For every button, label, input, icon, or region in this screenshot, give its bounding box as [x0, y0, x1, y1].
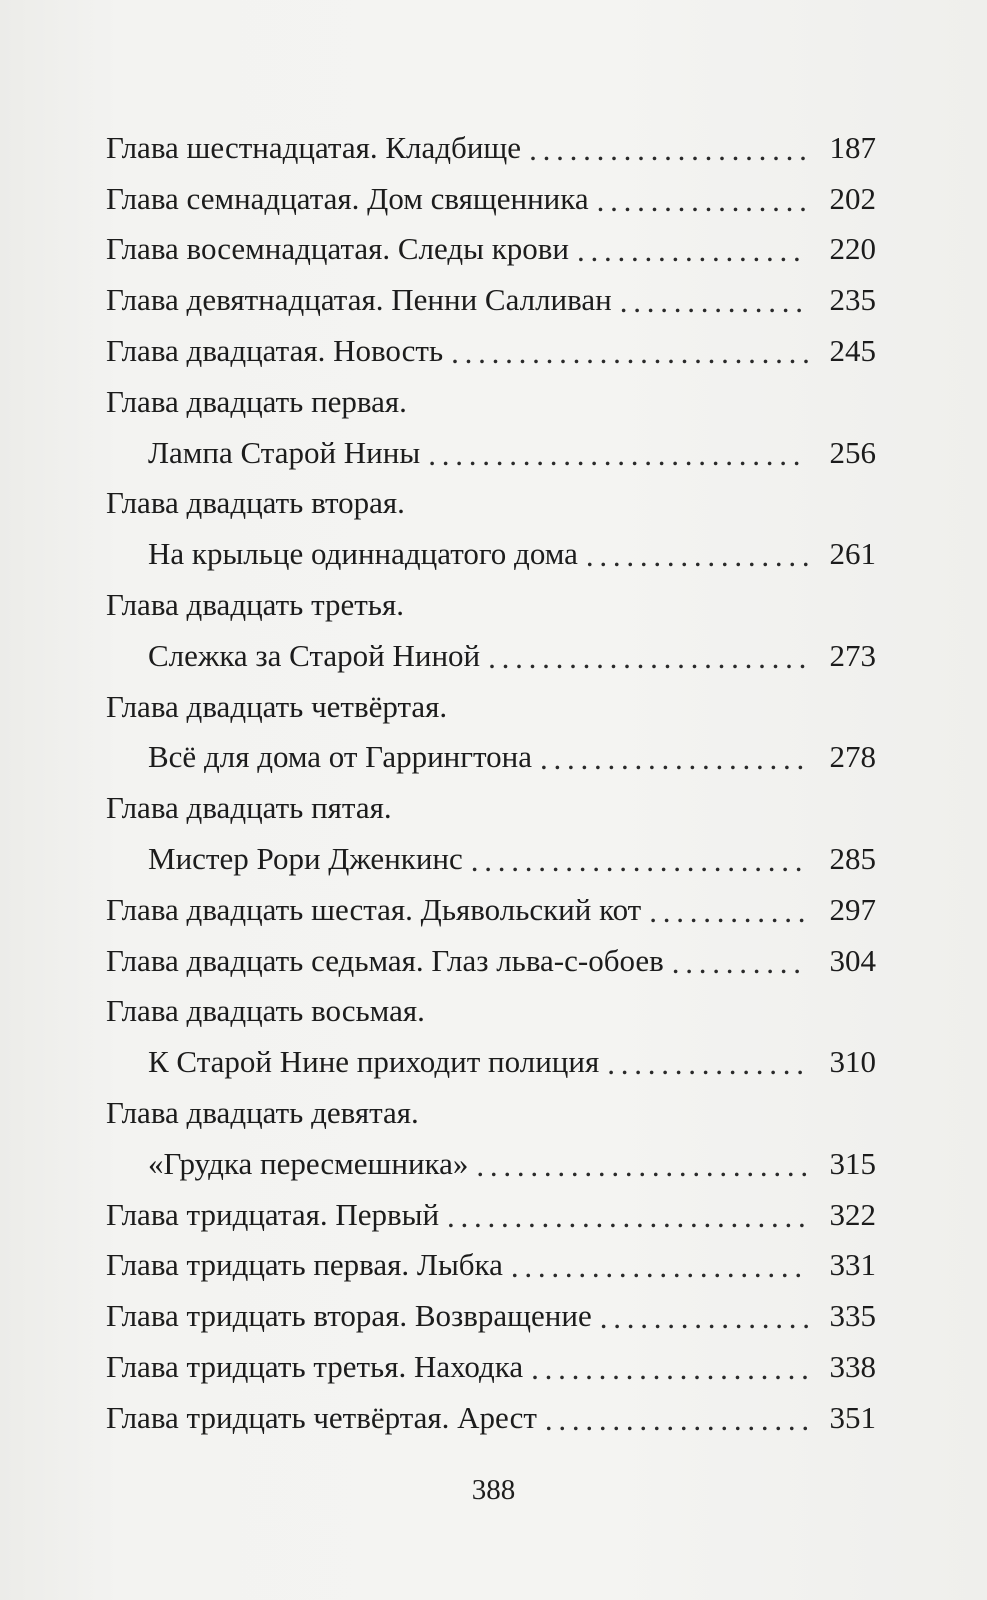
toc-entry [106, 1189, 876, 1240]
toc-entry-subtitle [106, 427, 876, 478]
toc-entry-page: 256 [829, 434, 876, 470]
toc-entry [106, 884, 876, 935]
toc-entry-subtitle [106, 1036, 876, 1087]
toc-entry-title: Глава двадцать восьмая. [106, 993, 425, 1029]
dot-leader [545, 1404, 808, 1435]
toc-entry [106, 1087, 876, 1138]
dot-leader [488, 642, 808, 673]
toc-entry-page: 310 [829, 1044, 876, 1080]
toc-entry-title: Глава восемнадцатая. Следы крови [106, 231, 570, 267]
toc-entry [106, 986, 876, 1037]
dot-leader [531, 1353, 808, 1384]
toc-entry-title: Глава тридцать первая. Лыбка [106, 1247, 503, 1283]
dot-leader [476, 1150, 808, 1181]
dot-leader [607, 1048, 808, 1079]
toc-entry-title: Глава шестнадцатая. Кладбище [106, 129, 522, 165]
toc-entry-title: Глава тридцать четвёртая. Арест [106, 1399, 537, 1435]
toc-entry [106, 122, 876, 173]
dot-leader [540, 743, 808, 774]
dot-leader [597, 185, 808, 216]
dot-leader [620, 286, 808, 317]
toc-entry-page: 285 [829, 841, 876, 877]
toc-entry [106, 325, 876, 376]
toc-entry [106, 1392, 876, 1443]
toc-entry-title: «Грудка пересмешника» [148, 1145, 469, 1181]
dot-leader [451, 337, 808, 368]
toc-entry-title: Глава двадцать четвёртая. [106, 688, 448, 724]
dot-leader [511, 1251, 808, 1282]
toc-entry [106, 1341, 876, 1392]
toc-entry-page: 261 [829, 536, 876, 572]
toc-entry-title: Лампа Старой Нины [148, 434, 421, 470]
toc-entry-title: Глава двадцатая. Новость [106, 333, 444, 369]
toc-entry [106, 478, 876, 529]
toc-entry [106, 376, 876, 427]
toc-entry-subtitle [106, 833, 876, 884]
toc-entry-title: Глава двадцать седьмая. Глаз льва-с-обоев [106, 942, 664, 978]
toc-entry [106, 782, 876, 833]
dot-leader [600, 1302, 808, 1333]
toc-entry-page: 220 [829, 231, 876, 267]
toc-entry-page: 351 [829, 1399, 876, 1435]
toc-entry [106, 935, 876, 986]
toc-entry-title: Глава двадцать первая. [106, 383, 407, 419]
toc-entry-page: 315 [829, 1145, 876, 1181]
toc-entry-page: 202 [829, 180, 876, 216]
toc-entry [106, 173, 876, 224]
toc-entry-page: 338 [829, 1349, 876, 1385]
toc-entry-page: 335 [829, 1298, 876, 1334]
toc-entry [106, 681, 876, 732]
toc-entry-title: Слежка за Старой Ниной [148, 637, 481, 673]
page-number: 388 [471, 1474, 516, 1506]
dot-leader [672, 947, 808, 978]
toc-entry-title: Мистер Рори Дженкинс [148, 841, 463, 877]
toc-entry-title: На крыльце одиннадцатого дома [148, 536, 578, 572]
toc-entry [106, 579, 876, 630]
dot-leader [577, 235, 808, 266]
toc-entry-subtitle [106, 1138, 876, 1189]
toc-entry [106, 224, 876, 275]
dot-leader [428, 439, 808, 470]
toc-entry-title: Всё для дома от Гаррингтона [148, 739, 532, 775]
toc-entry-page: 297 [829, 891, 876, 927]
dot-leader [471, 845, 808, 876]
toc-entry-title: Глава девятнадцатая. Пенни Салливан [106, 282, 612, 318]
toc-entry-page: 235 [829, 282, 876, 318]
dot-leader [649, 896, 808, 927]
table-of-contents [106, 122, 876, 1443]
dot-leader [586, 540, 808, 571]
toc-entry-title: Глава двадцать пятая. [106, 790, 392, 826]
toc-entry-subtitle [106, 732, 876, 783]
toc-entry [106, 1240, 876, 1291]
toc-entry-page: 322 [829, 1196, 876, 1232]
dot-leader [447, 1201, 808, 1232]
toc-entry-title: Глава тридцатая. Первый [106, 1196, 440, 1232]
toc-entry-title: Глава тридцать третья. Находка [106, 1349, 524, 1385]
toc-entry-page: 331 [829, 1247, 876, 1283]
toc-entry-title: Глава двадцать третья. [106, 587, 404, 623]
toc-entry-title: Глава двадцать девятая. [106, 1095, 419, 1131]
toc-entry-page: 187 [829, 129, 876, 165]
dot-leader [529, 134, 808, 165]
toc-entry [106, 1290, 876, 1341]
toc-entry [106, 274, 876, 325]
toc-entry-page: 273 [829, 637, 876, 673]
toc-entry-page: 245 [829, 333, 876, 369]
toc-entry-title: Глава тридцать вторая. Возвращение [106, 1298, 592, 1334]
toc-entry-title: К Старой Нине приходит полиция [148, 1044, 600, 1080]
toc-entry-title: Глава семнадцатая. Дом священника [106, 180, 589, 216]
toc-entry-subtitle [106, 528, 876, 579]
toc-entry-title: Глава двадцать вторая. [106, 485, 405, 521]
toc-entry-page: 304 [829, 942, 876, 978]
toc-entry-subtitle [106, 630, 876, 681]
toc-entry-title: Глава двадцать шестая. Дьявольский кот [106, 891, 642, 927]
toc-entry-page: 278 [829, 739, 876, 775]
